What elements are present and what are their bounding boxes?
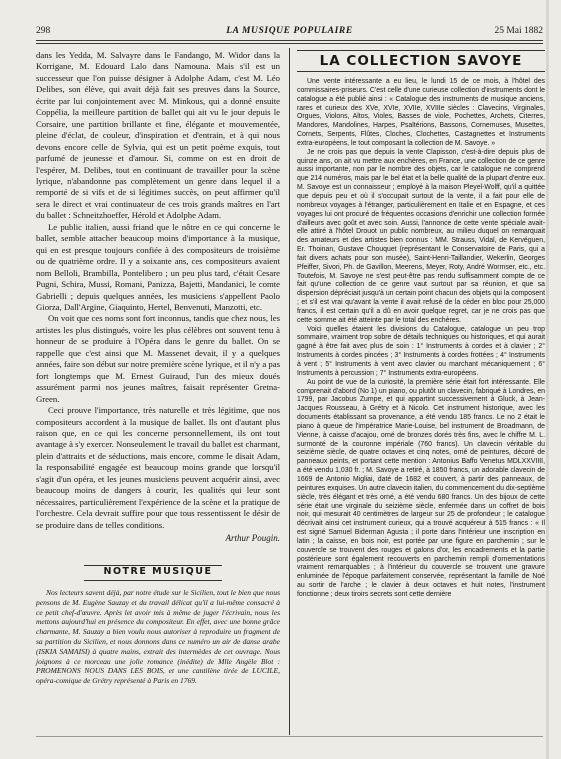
page-number: 298 (36, 26, 51, 36)
ballet-article (36, 50, 280, 544)
article-title: LA COLLECTION SAVOYE (297, 50, 545, 72)
issue-date: 25 Mai 1882 (494, 26, 543, 36)
collection-savoye-article (297, 50, 545, 600)
journal-title: LA MUSIQUE POPULAIRE (226, 26, 353, 36)
footer-rule (36, 736, 543, 737)
page-header (36, 26, 543, 40)
article-paragraph: Nos lecteurs savent déjà, par notre étude sur le Sicilien, tout le bien que nous pensons de M. Eugène Sauzay et du travail délicat qu'il a lui-même consacré à ce petit chef-d'œuvre. Après let avoir mis à même de juger l'écrivain, nous les mettons aujourd'hui en présence du compositeur. En effet, avec une bonne grâce charmante, M. Sauzay a bien voulu nous autoriser à reproduire un fragment de sa partition du Sicilien, et nous donnons dans ce numéro un air de danse arabe (ISKIA SAMAISI) à quatre mains, extrait des intermèdes de cet ouvrage. Nous joignons à ce morceau une jolie romance (inédite) de Mlle Angèle Blot : PROMENONS NOUS DANS LES BOIS, et une cantilène tirée de LUCILE, opéra-comique de Grétry représenté à Paris en 1769. (36, 588, 280, 686)
article-paragraph: Je ne crois pas que depuis la vente Clapisson, c'est-à-dire depuis plus de quinze ans, on ait vu mettre aux enchères, en France, une collection de ce genre aussi importante, non par le nombre des objets, car le catalogue ne comprend que 214 numéros, mais par le bel état et la belle qualité de la plupart d'entre eux. M. Savoye est un connaisseur ; employé à la maison Pleyel-Wolff, qu'il a quittée que depuis peu et où il s'occupait surtout de la vente, il a fait pour elle de nombreux voyages à l'étranger, particulièrement en Italie et en Espagne, et ces voyages lui ont procuré de fréquentes occasions d'enrichir une collection formée d'ailleurs avec goût et avec soin. Aussi, l'annonce de cette vente spéciale avait-elle attiré à l'hôtel Drouot un public nombreux, au milieu duquel on remarquait des amateurs et des artistes bien connus : MM. Strauss, Vidal, de Kervéguen, Er. Thoinan, Gustave Chouquet (représentant le Conservatoire de Paris, qui a fait divers achats pour son musée), Saint-Henri-Taillandier, Wekerlin, Georges Pfeiffer, Sivori, Ph. de Gavillon, Meerens, Meyer, Roty, André Wormser, etc., etc. Toutefois, M. Savoye ne s'est peut-être pas rendu suffisamment compte de ce fait qu'une collection de ce genre vaut surtout par sa réunion, et que sa dispersion dépréciait jusqu'à un certain point chacun des objets qui la composent ; et s'il est vrai qu'avant la vente il avait refusé de la céder en bloc pour 25,000 francs, il est certain qu'il a dû en avoir quelque regret, car je ne crois pas que cette somme ait été atteinte par le total des enchères. (297, 148, 545, 324)
section-title-notre-musique: NOTRE MUSIQUE (103, 566, 213, 577)
article-paragraph: Ceci prouve l'importance, très naturelle et très légitime, que nos compositeurs accordent à la musique de ballet. Ils ont d'autant plus raison que, en ce qui les concerne personnellement, ils ont tout avantage à s'y exercer. Nonseulement le travail du ballet est charmant, plein d'attraits et de séductions, mais encore, comme le disait Adam, la responsabilité engagée est beaucoup moins grande que lorsqu'il s'agit d'un opéra, et les jeunes musiciens peuvent acquérir ainsi, avec beaucoup moins de dangers à courir, les qualités qui leur sont nécessaires, particulièrement l'expérience de la scène et la pratique de l'orchestre. Cela devrait suffire pour que tous ressentissent le désir de se produire dans de telles conditions. (36, 405, 280, 530)
article-paragraph: Au point de vue de la curiosité, la première série était fort intéressante. Elle comprenait d'abord (No 1) un piano, ou plutôt un clavecin, fabriqué à Londres, en 1799, par Jacobus Zumpe, et qui appartint successivement à Gluck, à Jean-Jacques Rousseau, à Grétry et à Nicolo. Cet instrument historique, avec les documents établissant sa provenance, a été vendu 185 francs. Le no 2 était le piano à queue de l'impératrice Marie-Louise, bel instrument de Broadmann, de Vienne, à caisse d'acajou, orné de bronzes dorés très fins, avec le chiffre M. L. surmonté de la couronne impériale (760 francs). Un clavecin véritable du seizième siècle, de quatre octaves et cinq notes, orné de peintures, décoré de panneaux peints, et portant cette mention : Antonius Baffo Venetus MDLXXVIIII, a été vendu 1,030 fr. ; M. Savoye a retiré, à 1850 francs, un adorable clavecin de 1669 de Antonio Migliai, daté de 1682 et couvert, à partir des panneaux, de peintures exquises. Un autre clavecin italien, du commencement du dix-septième siècle, très élégant et très orné, a été vendu 680 francs. Un des bijoux de cette série était une virginale du seizième siècle, enfermée dans un coffret de bois noir, qui mesurait 40 centimètres de largeur sur 25 de profondeur ; le catalogue décrivait ainsi cet instrument curieux, qui a trouvé acquéreur à 515 francs : « Il est signé Samuel Biderman Agusta ; il porte dans l'intérieur une inscription en latin ; la caisse, en bois noir, est portée par une figure en parchemin ; sur le couvercle se trouvent des rouges et galons d'or, les encadrements et la partie postérieure sont également recouverts en parchemin rempli d'ornementations vraiment remarquables ; à l'intérieur du couvercle se trouvent une gravure enluminée de l'époque parfaitement conservée, représentant la famille de Noé au sortir de l'arche ; le clavier à deux octaves et huit notes, l'instrument fonctionne ; deux tiroirs secrets sont cette dernière (297, 378, 545, 598)
column-separator (289, 48, 290, 735)
article-paragraph: On voit que ces noms sont fort inconnus, tandis que chez nous, les artistes les plus distingués, voire les plus célèbres ont souvent tenu à honneur de se produire à l'Opéra dans le genre du ballet. On se rappelle que c'est ainsi que M. Massenet devait, il y a quelques années, faire son début sur notre première scène lyrique, et il n'y a pas fort longtemps que M. Ernest Guiraud, l'un des mieux doués assurément parmi nos jeunes maîtres, faisait représenter Gretna-Green. (36, 313, 280, 404)
article-paragraph: Une vente intéressante a eu lieu, le lundi 15 de ce mois, à l'hôtel des commissaires-priseurs. C'est celle d'une curieuse collection d'instruments dont le catalogue a été publié ainsi : « Catalogue des instruments de musique anciens, rares et curieux des XVe, XVIe, XVIIe, XVIIIe siècles : Clavecins, Virginales, Orgues, Violons, Altos, Violes, Basses de viole, Pochettes, Archets, Citerres, Mandores, Mandolines, Harpes, Psaltérions, Bassons, Cornemuses, Musettes, Cornets, Serpents, Flûtes, Cloches, Clochettes, Castagnettes et Instruments extra-européens, le tout composant la collection de M. Savoye. » (297, 78, 545, 147)
article-paragraph: Voici quelles étaient les divisions du Catalogue, catalogue un peu trop sommaire, vraiment trop sobre de détails techniques ou historiques, et qui aurait gagné à être fait avec plus de soin : 1° Instruments à cordes et à clavier ; 2° Instruments à cordes pincées ; 3° Instruments à cordes frottées ; 4° Instruments à vent ; 5° Instruments à vent avec clavier ou marchant mécaniquement ; 6° Instruments à percussion ; 7° Instruments extra-européens. (297, 325, 545, 377)
article-paragraph: dans les Yedda, M. Salvayre dans le Fandango, M. Widor dans la Korrigane, M. Edouard Lalo dans Namouna. Mais s'il est un successeur que l'on puisse désigner à Adolphe Adam, c'est M. Léo Delibes, son élève, qui avait déjà fait ses preuves dans la Source, écrite par lui conjointement avec M. Minkous, qui a donné ensuite Coppélia, la meilleure partition de ballet qui ait vu le jour depuis le Corsaire, une partition brillante et fine, élégante et mouvementée, pleine d'éclat, de couleur, d'inspiration et d'entrain, et à qui nous devons encore celle de Sylvia, qui est un petit poème exquis, tout parfumé de jeunesse et d'amour. Si, comme on est en droit de l'espérer, M. Delibes, tout en continuant de travailler pour la scène lyrique, n'abandonne pas complètement un genre dans lequel il a remporté de si vifs et de si légitimes succès, on peut affirmer qu'il sera le direct et vrai continuateur de ces trois grands maîtres en l'art du ballet : Schneitzhoeffer, Hérold et Adolphe Adam. (36, 50, 280, 221)
header-rule-thin (36, 43, 543, 44)
article-paragraph: Le public italien, aussi friand que le nôtre en ce qui concerne le ballet, semble attacher beaucoup moins d'importance à la musique, qui en est presque toujours confiée à des compositeurs de troisième ou de quatrième ordre. Il y a soixante ans, ces compositeurs avaient nom Belloli, Brambilla, Pontelibero ; un peu plus tard, c'était Cesare Pugni, Schira, Mussi, Romani, Panizza, Bajetti, Mandanici, le comte Gabrielli ; depuis quelques années, les musiciens s'appellent Paolo Giorza, Dall'Argine, Giaquinto, Hertel, Benvenuti, Manzotti, etc. (36, 221, 280, 312)
notre-musique-text (36, 588, 280, 686)
page-edge-shadow (546, 0, 549, 759)
header-rule (36, 40, 543, 41)
author-signature: Arthur Pougin. (225, 533, 280, 544)
